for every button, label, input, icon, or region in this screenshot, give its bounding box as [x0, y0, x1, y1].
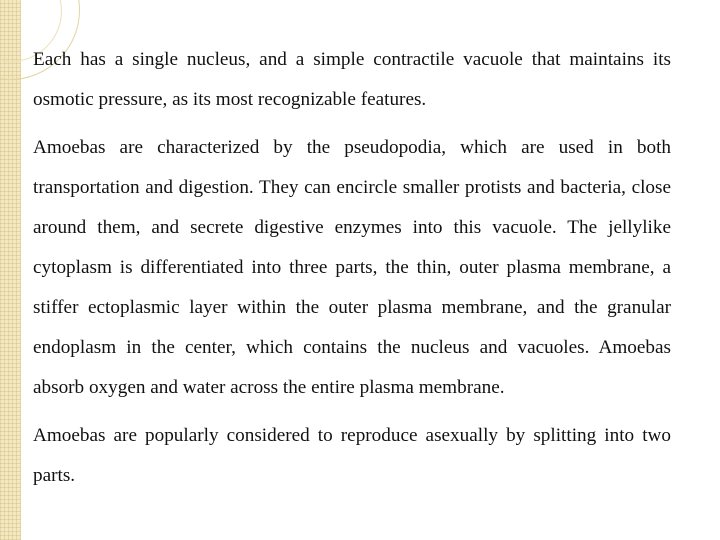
decorative-side-pattern	[0, 0, 21, 540]
paragraph-pseudopodia: Amoebas are characterized by the pseudopodia, which are used in both transportation and digestion. They can encircle smaller protists and bacteria, close around them, and secrete digestive enzymes into this vacuole. The jellylike cytoplasm is differentiated into three parts, the thin, outer plasma membrane, a stiffer ectoplasmic layer within the outer plasma membrane, and the granular endoplasm in the center, which contains the nucleus and vacuoles. Amoebas absorb oxygen and water across the entire plasma membrane.	[33, 137, 671, 398]
slide-body	[33, 40, 671, 504]
paragraph-reproduction: Amoebas are popularly considered to reproduce asexually by splitting into two parts.	[33, 425, 671, 486]
paragraph-nucleus: Each has a single nucleus, and a simple contractile vacuole that maintains its osmotic pressure, as its most recognizable features.	[33, 49, 671, 110]
